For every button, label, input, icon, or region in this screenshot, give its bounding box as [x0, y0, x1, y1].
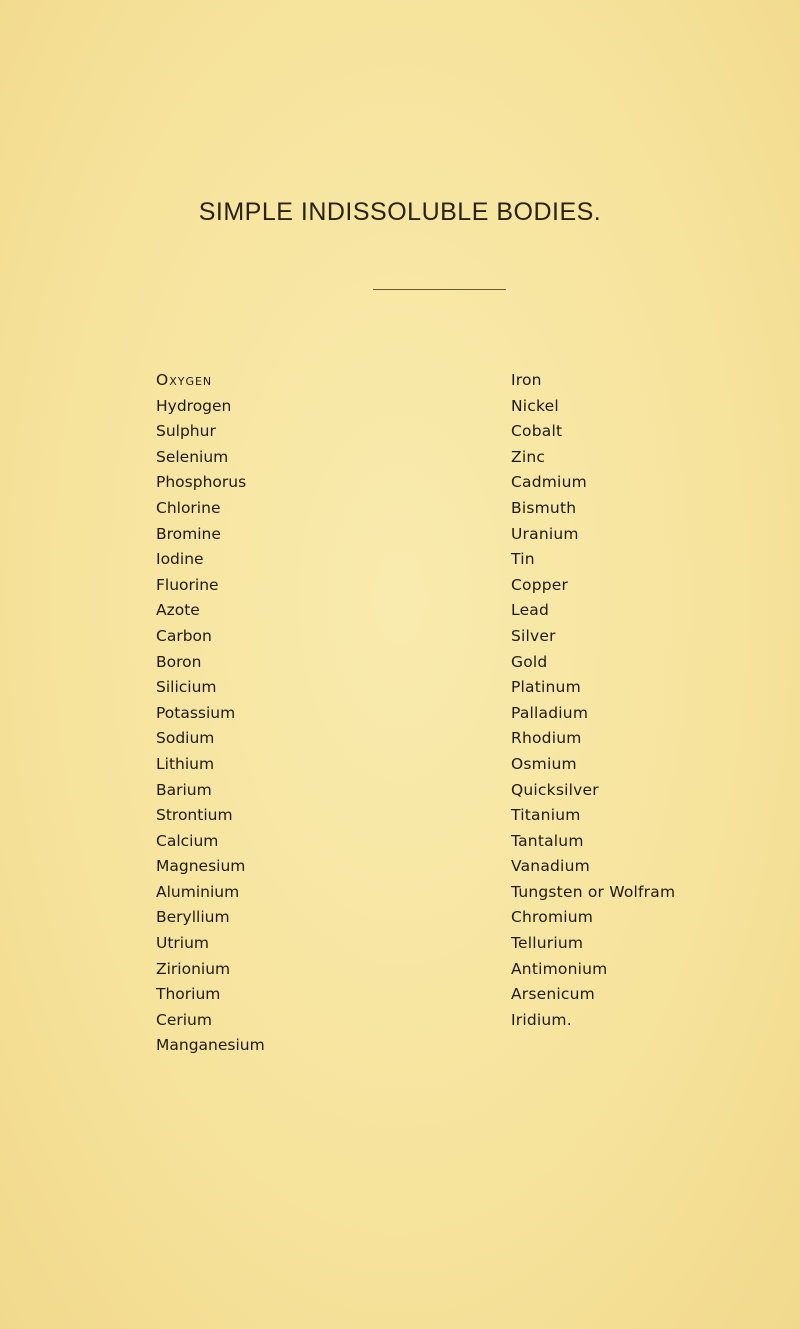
- element-entry: Barium: [156, 780, 212, 799]
- element-entry: Manganesium: [156, 1036, 265, 1055]
- title-divider: [373, 289, 506, 290]
- element-entry: Lithium: [156, 754, 215, 773]
- element-entry: Cerium: [156, 1010, 212, 1029]
- element-entry: Lead: [511, 601, 550, 620]
- element-entry: Osmium: [511, 754, 577, 773]
- element-entry: Magnesium: [156, 857, 246, 876]
- element-entry: Iridium.: [511, 1010, 572, 1029]
- element-entry: Strontium: [156, 806, 233, 825]
- element-entry: Tantalum: [511, 831, 584, 850]
- element-entry: Tellurium: [511, 934, 584, 953]
- element-entry: Uranium: [511, 524, 579, 543]
- page-title: SIMPLE INDISSOLUBLE BODIES.: [198, 198, 602, 226]
- element-entry: Arsenicum: [511, 985, 595, 1004]
- element-entry: Cobalt: [511, 422, 563, 441]
- element-entry: Quicksilver: [511, 780, 599, 799]
- element-entry: Gold: [511, 652, 548, 671]
- element-entry: Carbon: [156, 626, 212, 645]
- element-entry: Vanadium: [511, 857, 590, 876]
- element-entry: Thorium: [156, 985, 221, 1004]
- element-entry: Utrium: [156, 934, 210, 953]
- element-entry: Aluminium: [156, 882, 240, 901]
- element-entry: Chlorine: [156, 498, 221, 517]
- element-entry: Tungsten or Wolfram: [511, 882, 676, 901]
- element-entry: Iron: [511, 371, 542, 389]
- element-entry: Calcium: [156, 831, 219, 850]
- element-entry: Zirionium: [156, 959, 231, 978]
- element-entry: Zinc: [511, 447, 546, 466]
- element-entry: Sulphur: [156, 422, 216, 441]
- element-entry: Phosphorus: [156, 473, 247, 492]
- element-entry: Silicium: [156, 678, 217, 697]
- element-entry: Cadmium: [511, 473, 587, 492]
- element-entry: Tin: [511, 550, 535, 569]
- element-entry: Azote: [156, 601, 200, 620]
- element-entry: Platinum: [511, 678, 581, 697]
- element-entry: Boron: [156, 652, 202, 671]
- element-entry: Oxygen: [156, 371, 213, 389]
- element-entry: Beryllium: [156, 908, 230, 927]
- element-entry: Nickel: [511, 396, 559, 415]
- element-entry: Rhodium: [511, 729, 582, 748]
- element-entry: Bismuth: [511, 498, 577, 517]
- element-entry: Hydrogen: [156, 396, 232, 415]
- element-entry: Bromine: [156, 524, 221, 543]
- element-entry: Selenium: [156, 447, 229, 466]
- element-entry: Iodine: [156, 550, 204, 569]
- element-entry: Titanium: [511, 806, 581, 825]
- element-entry: Copper: [511, 575, 569, 594]
- element-entry: Palladium: [511, 703, 589, 722]
- element-entry: Sodium: [156, 729, 215, 748]
- element-entry: Fluorine: [156, 575, 219, 594]
- element-entry: Silver: [511, 626, 556, 645]
- element-entry: Chromium: [511, 908, 594, 927]
- element-entry: Antimonium: [511, 959, 608, 978]
- left-element-list: [156, 368, 265, 1059]
- right-element-list: [511, 368, 675, 1033]
- element-entry: Potassium: [156, 703, 236, 722]
